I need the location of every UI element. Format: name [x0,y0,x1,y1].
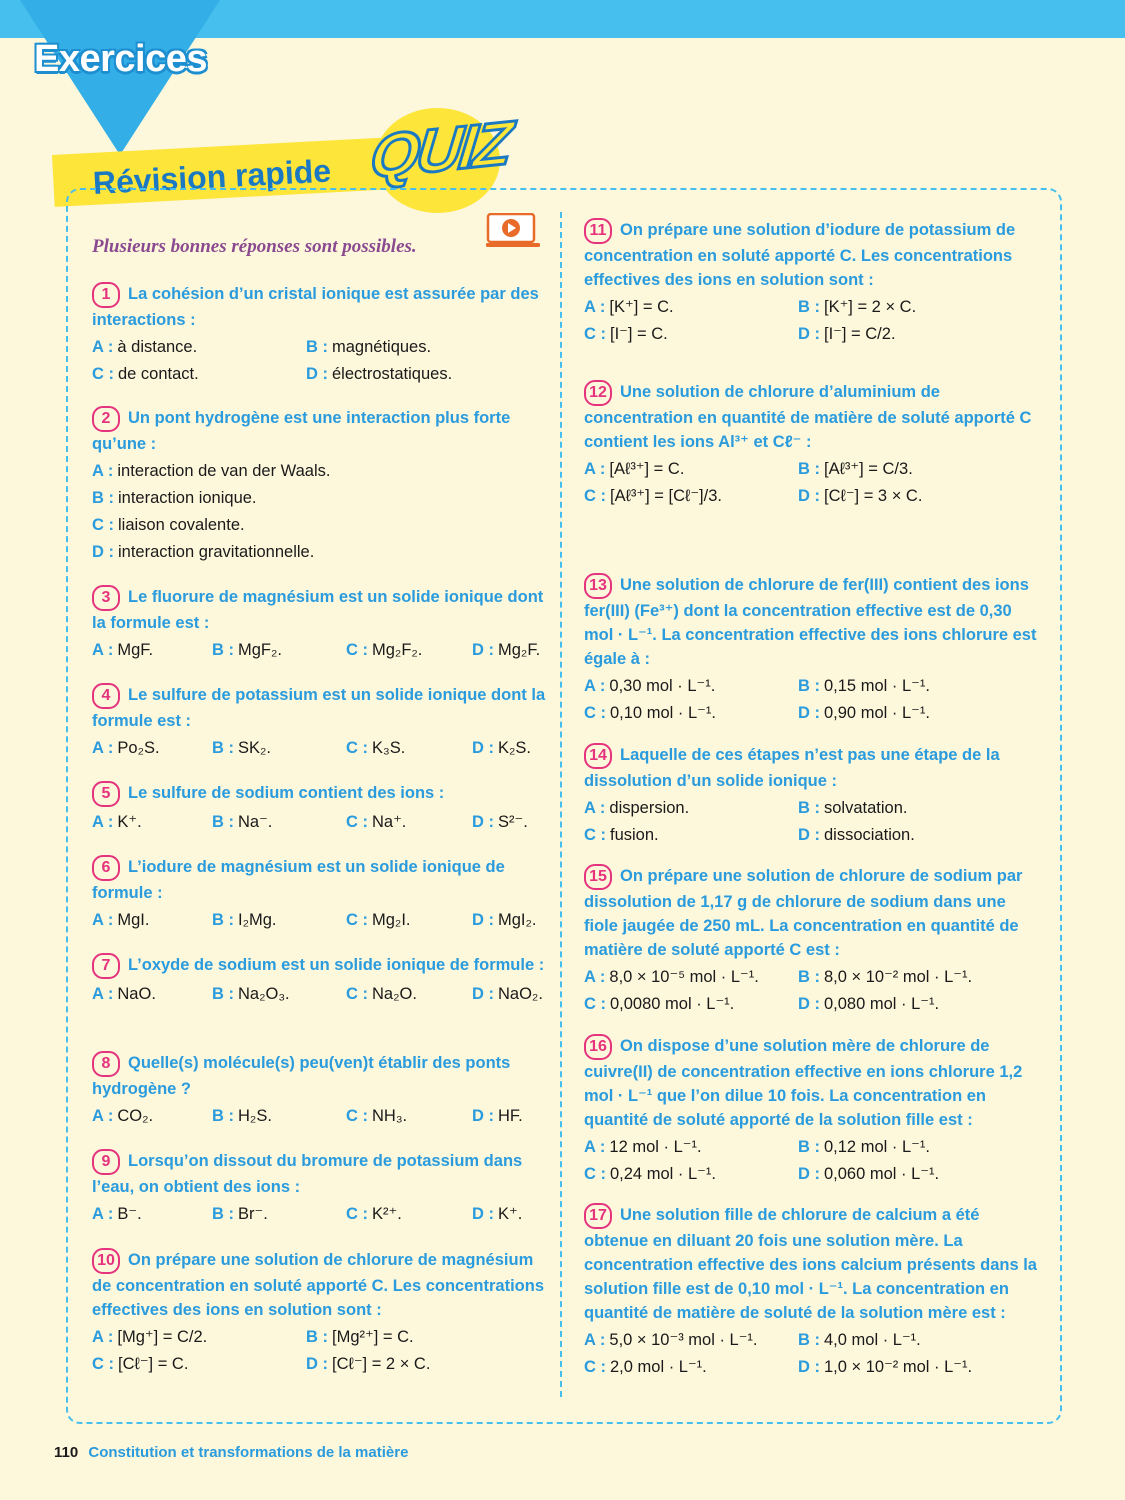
question-number: 5 [92,781,120,807]
option-text: MgI₂. [498,911,537,929]
answer-options [92,460,552,564]
option-text: MgI. [117,911,150,929]
question-number: 1 [92,282,120,308]
answer-option[interactable] [92,460,552,483]
question-12 [584,380,1044,508]
answer-option[interactable] [584,993,798,1016]
option-letter: B : [212,985,234,1003]
answer-options [92,1326,552,1376]
option-letter: C : [346,1107,368,1125]
option-text: dissociation. [824,826,915,844]
option-letter: B : [212,641,234,659]
answer-option[interactable] [92,514,552,537]
question-prompt: La cohésion d’un cristal ionique est assurée par des interactions : [92,285,539,329]
option-text: Po₂S. [117,739,160,757]
column-divider [560,212,562,1397]
question-15 [584,864,1044,1016]
answer-option[interactable] [472,909,552,932]
question-number: 17 [584,1203,612,1229]
option-letter: A : [584,799,606,817]
question-5 [92,781,552,834]
answer-option[interactable] [798,1163,1044,1186]
question-10 [92,1248,552,1376]
question-7 [92,953,552,1006]
question-number: 9 [92,1149,120,1175]
answer-option[interactable] [584,702,798,725]
option-text: NH₃. [372,1107,408,1125]
option-letter: C : [584,1358,606,1376]
option-letter: D : [472,813,494,831]
answer-options [584,296,1044,346]
answer-options [584,966,1044,1016]
answer-option[interactable] [472,811,552,834]
page-number: 110 [54,1444,79,1461]
question-text [92,1149,552,1199]
answer-option[interactable] [798,458,1044,481]
question-11 [584,218,1044,346]
answer-option[interactable] [798,485,1044,508]
option-letter: B : [798,460,820,478]
answer-option[interactable] [92,811,212,834]
answer-options [584,458,1044,508]
question-3 [92,585,552,662]
option-text: Na₂O. [372,985,417,1003]
option-letter: C : [584,826,606,844]
answer-option[interactable] [92,1203,212,1226]
option-text: Br⁻. [238,1205,268,1223]
answer-option[interactable] [584,458,798,481]
answer-option[interactable] [212,909,346,932]
question-number: 13 [584,573,612,599]
question-number: 14 [584,743,612,769]
option-text: K⁺. [498,1205,523,1223]
option-letter: B : [798,1331,820,1349]
option-text: dispersion. [609,799,690,817]
option-text: [I⁻] = C. [610,325,668,343]
option-letter: A : [584,460,606,478]
option-letter: A : [584,968,606,986]
option-letter: A : [584,1331,606,1349]
answer-option[interactable] [346,639,472,662]
option-text: 8,0 × 10⁻⁵ mol · L⁻¹. [609,968,759,986]
option-text: HF. [498,1107,523,1125]
option-text: [Mg²⁺] = C. [332,1328,414,1346]
option-text: de contact. [118,365,199,383]
option-text: solvatation. [824,799,908,817]
option-letter: A : [92,641,114,659]
option-letter: A : [92,338,114,356]
question-prompt: Le sulfure de potassium est un solide ionique dont la formule est : [92,686,546,730]
option-text: interaction gravitationnelle. [118,543,315,561]
question-prompt: On prépare une solution de chlorure de magnésium de concentration en soluté apporté C. Les concentrations effectives des ions en solution sont : [92,1251,544,1319]
question-text [92,855,552,905]
answer-option[interactable] [212,1105,346,1128]
answer-option[interactable] [92,983,212,1006]
question-2 [92,406,552,564]
option-letter: D : [472,739,494,757]
question-text [584,1203,1044,1325]
option-text: 4,0 mol · L⁻¹. [824,1331,921,1349]
option-text: S²⁻. [498,813,528,831]
option-text: MgF₂. [238,641,282,659]
question-prompt: Un pont hydrogène est une interaction plus forte qu’une : [92,409,511,453]
answer-option[interactable] [472,737,552,760]
question-text [584,573,1044,671]
option-text: interaction de van der Waals. [117,462,331,480]
answer-options [92,811,552,834]
question-text [584,218,1044,292]
answer-option[interactable] [92,363,306,386]
option-text: 0,10 mol · L⁻¹. [610,704,716,722]
answer-option[interactable] [798,323,1044,346]
option-text: [Mg⁺] = C/2. [117,1328,208,1346]
question-8 [92,1051,552,1128]
question-text [584,380,1044,454]
answer-options [92,1203,552,1226]
option-letter: A : [584,1138,606,1156]
quiz-badge: QUIZ [367,109,513,192]
option-text: Na⁻. [238,813,273,831]
option-text: K²⁺. [372,1205,402,1223]
answer-option[interactable] [92,1353,306,1376]
option-letter: D : [798,1358,820,1376]
option-letter: B : [212,813,234,831]
option-letter: D : [798,704,820,722]
answer-option[interactable] [584,797,798,820]
answer-option[interactable] [584,323,798,346]
option-letter: C : [584,1165,606,1183]
option-text: 0,15 mol · L⁻¹. [824,677,930,695]
question-number: 4 [92,683,120,709]
option-text: NaO. [117,985,156,1003]
option-letter: C : [584,325,606,343]
question-text [92,1051,552,1101]
answer-option[interactable] [798,296,1044,319]
question-text [584,864,1044,962]
option-text: [Aℓ³⁺] = C/3. [824,460,913,478]
answer-options [584,675,1044,725]
option-text: Mg₂F. [498,641,541,659]
answer-option[interactable] [212,983,346,1006]
answer-options [92,737,552,760]
question-text [92,781,552,807]
question-prompt: L’iodure de magnésium est un solide ionique de formule : [92,858,505,902]
chapter-title: Constitution et transformations de la matière [88,1444,409,1461]
answer-options [92,336,552,386]
question-prompt: Une solution de chlorure de fer(III) contient des ions fer(III) (Fe³⁺) dont la concentration effective est de 0,30 mol · L⁻¹. La concentration effective des ions chlorure est égale à : [584,576,1037,668]
option-letter: A : [584,298,606,316]
answer-option[interactable] [584,485,798,508]
answer-options [92,983,552,1006]
answer-option[interactable] [92,1105,212,1128]
question-14 [584,743,1044,847]
option-text: magnétiques. [332,338,432,356]
question-prompt: Lorsqu’on dissout du bromure de potassium dans l’eau, on obtient des ions : [92,1152,523,1196]
question-prompt: L’oxyde de sodium est un solide ionique de formule : [128,956,545,974]
question-text [92,282,552,332]
answer-option[interactable] [798,702,1044,725]
answer-option[interactable] [472,1105,552,1128]
option-text: 0,060 mol · L⁻¹. [824,1165,940,1183]
answer-option[interactable] [584,1356,798,1379]
option-letter: C : [584,487,606,505]
question-prompt: On prépare une solution d’iodure de potassium de concentration en soluté apporté C. Les concentrations effectives des ions en solution sont : [584,221,1016,289]
option-letter: C : [346,911,368,929]
option-text: 2,0 mol · L⁻¹. [610,1358,707,1376]
question-text [92,585,552,635]
answer-option[interactable] [584,1163,798,1186]
answer-option[interactable] [346,1105,472,1128]
answer-option[interactable] [584,824,798,847]
option-letter: A : [92,813,114,831]
option-letter: A : [92,1107,114,1125]
question-13 [584,573,1044,725]
option-letter: A : [92,985,114,1003]
answer-option[interactable] [306,1353,552,1376]
option-letter: C : [346,1205,368,1223]
answer-option[interactable] [798,1136,1044,1159]
option-text: 0,30 mol · L⁻¹. [609,677,716,695]
option-letter: A : [92,462,114,480]
answer-options [584,1329,1044,1379]
option-text: Mg₂F₂. [372,641,423,659]
option-letter: D : [472,985,494,1003]
question-number: 16 [584,1034,612,1060]
answer-option[interactable] [212,1203,346,1226]
answer-option[interactable] [346,1203,472,1226]
option-letter: B : [212,1107,234,1125]
option-letter: B : [212,1205,234,1223]
option-letter: B : [798,298,820,316]
answer-option[interactable] [92,1326,306,1349]
option-text: K₃S. [372,739,406,757]
answer-option[interactable] [346,737,472,760]
option-letter: B : [798,799,820,817]
answer-options [584,797,1044,847]
question-number: 6 [92,855,120,881]
answer-option[interactable] [798,675,1044,698]
question-number: 3 [92,585,120,611]
question-4 [92,683,552,760]
option-letter: D : [306,1355,328,1373]
option-letter: A : [584,677,606,695]
option-letter: A : [92,911,114,929]
option-text: fusion. [610,826,659,844]
answer-option[interactable] [346,909,472,932]
option-text: [I⁻] = C/2. [824,325,896,343]
question-text [92,406,552,456]
question-number: 15 [584,864,612,890]
option-text: B⁻. [117,1205,142,1223]
question-number: 7 [92,953,120,979]
option-letter: B : [798,1138,820,1156]
answer-option[interactable] [92,336,306,359]
option-text: CO₂. [117,1107,154,1125]
option-letter: B : [212,739,234,757]
option-text: MgF. [117,641,154,659]
option-text: H₂S. [238,1107,272,1125]
option-letter: D : [798,325,820,343]
answer-option[interactable] [798,966,1044,989]
option-letter: C : [92,516,114,534]
answer-option[interactable] [346,811,472,834]
answer-option[interactable] [306,336,552,359]
answer-option[interactable] [584,1136,798,1159]
banner-title: Révision rapide [92,152,332,201]
question-prompt: On dispose d’une solution mère de chlorure de cuivre(II) de concentration effective en ions chlorure 1,2 mol · L⁻¹ que l’on dilue 10 fois. La concentration en quantité de soluté apporté de la solution fille est : [584,1037,1023,1129]
answer-option[interactable] [584,1329,798,1352]
question-prompt: Une solution de chlorure d’aluminium de concentration en quantité de matière de soluté apporté C contient les ions Al³⁺ et Cℓ⁻ : [584,383,1032,451]
question-prompt: Laquelle de ces étapes n’est pas une étape de la dissolution d’un solide ionique : [584,746,1000,790]
question-17 [584,1203,1044,1379]
option-text: Na⁺. [372,813,407,831]
option-text: K⁺. [117,813,142,831]
option-text: à distance. [117,338,198,356]
option-text: électrostatiques. [332,365,453,383]
question-text [92,953,552,979]
option-letter: C : [346,739,368,757]
option-text: [Aℓ³⁺] = C. [609,460,685,478]
option-letter: D : [472,911,494,929]
question-prompt: Le sulfure de sodium contient des ions : [128,784,445,802]
option-letter: A : [92,1328,114,1346]
option-text: K₂S. [498,739,531,757]
option-text: 0,080 mol · L⁻¹. [824,995,940,1013]
answer-option[interactable] [798,797,1044,820]
question-text [584,1034,1044,1132]
question-prompt: Quelle(s) molécule(s) peu(ven)t établir des ponts hydrogène ? [92,1054,511,1098]
option-letter: C : [92,365,114,383]
answer-options [92,909,552,932]
answer-option[interactable] [212,811,346,834]
option-text: [K⁺] = 2 × C. [824,298,917,316]
question-number: 8 [92,1051,120,1077]
option-letter: D : [472,1205,494,1223]
option-text: liaison covalente. [118,516,245,534]
question-text [584,743,1044,793]
answer-option[interactable] [346,983,472,1006]
option-letter: C : [92,1355,114,1373]
option-letter: D : [798,826,820,844]
answer-option[interactable] [212,639,346,662]
answer-option[interactable] [92,737,212,760]
answer-options [584,1136,1044,1186]
option-text: SK₂. [238,739,271,757]
option-letter: A : [92,739,114,757]
answer-option[interactable] [798,1356,1044,1379]
option-letter: C : [584,995,606,1013]
answer-option[interactable] [798,824,1044,847]
question-6 [92,855,552,932]
option-letter: B : [798,677,820,695]
question-number: 2 [92,406,120,432]
option-text: 8,0 × 10⁻² mol · L⁻¹. [824,968,973,986]
answer-option[interactable] [584,966,798,989]
option-text: [Aℓ³⁺] = [Cℓ⁻]/3. [610,487,722,505]
question-1 [92,282,552,386]
section-title: Exercices [34,38,207,80]
question-prompt: Une solution fille de chlorure de calcium a été obtenue en diluant 20 fois une solution mère. La concentration effective des ions calcium présents dans la solution fille est de 0,10 mol · L⁻¹. La concentration en quantité de matière de soluté de la solution mère est : [584,1206,1037,1322]
option-letter: D : [798,1165,820,1183]
option-text: [K⁺] = C. [609,298,674,316]
question-number: 11 [584,218,612,244]
answer-option[interactable] [472,983,552,1006]
option-text: I₂Mg. [238,911,277,929]
option-text: [Cℓ⁻] = 3 × C. [824,487,923,505]
option-letter: C : [346,813,368,831]
answer-option[interactable] [92,639,212,662]
option-text: 0,12 mol · L⁻¹. [824,1138,930,1156]
answer-option[interactable] [92,909,212,932]
answer-option[interactable] [798,993,1044,1016]
option-text: 0,0080 mol · L⁻¹. [610,995,735,1013]
option-letter: C : [346,641,368,659]
question-text [92,1248,552,1322]
option-letter: D : [472,641,494,659]
answer-option[interactable] [472,639,552,662]
option-text: NaO₂. [498,985,543,1003]
option-letter: C : [584,704,606,722]
question-number: 12 [584,380,612,406]
answer-option[interactable] [306,363,552,386]
answer-options [92,639,552,662]
video-icon[interactable] [486,213,540,249]
option-letter: B : [306,338,328,356]
question-text [92,683,552,733]
option-letter: D : [306,365,328,383]
option-letter: D : [798,995,820,1013]
question-prompt: Le fluorure de magnésium est un solide ionique dont la formule est : [92,588,544,632]
option-text: interaction ionique. [118,489,257,507]
option-letter: B : [92,489,114,507]
option-text: 5,0 × 10⁻³ mol · L⁻¹. [609,1331,758,1349]
option-letter: D : [472,1107,494,1125]
answer-option[interactable] [584,296,798,319]
option-text: 0,24 mol · L⁻¹. [610,1165,716,1183]
answer-option[interactable] [306,1326,552,1349]
option-text: Mg₂I. [372,911,411,929]
answer-options [92,1105,552,1128]
question-number: 10 [92,1248,120,1274]
instructions: Plusieurs bonnes réponses sont possibles. [92,236,417,257]
option-text: 0,90 mol · L⁻¹. [824,704,930,722]
question-prompt: On prépare une solution de chlorure de sodium par dissolution de 1,17 g de chlorure de sodium dans une fiole jaugée de 250 mL. La concentration en quantité de matière de soluté apporté C est : [584,867,1023,959]
option-letter: B : [212,911,234,929]
answer-option[interactable] [472,1203,552,1226]
option-letter: D : [798,487,820,505]
answer-option[interactable] [798,1329,1044,1352]
answer-option[interactable] [584,675,798,698]
option-letter: B : [798,968,820,986]
option-text: 1,0 × 10⁻² mol · L⁻¹. [824,1358,973,1376]
answer-option[interactable] [212,737,346,760]
answer-option[interactable] [92,541,552,564]
option-text: [Cℓ⁻] = C. [118,1355,189,1373]
option-text: [Cℓ⁻] = 2 × C. [332,1355,431,1373]
question-16 [584,1034,1044,1186]
option-text: Na₂O₃. [238,985,290,1003]
question-9 [92,1149,552,1226]
option-letter: B : [306,1328,328,1346]
option-text: 12 mol · L⁻¹. [609,1138,702,1156]
option-letter: C : [346,985,368,1003]
option-letter: A : [92,1205,114,1223]
option-letter: D : [92,543,114,561]
page-footer [54,1444,408,1461]
answer-option[interactable] [92,487,552,510]
